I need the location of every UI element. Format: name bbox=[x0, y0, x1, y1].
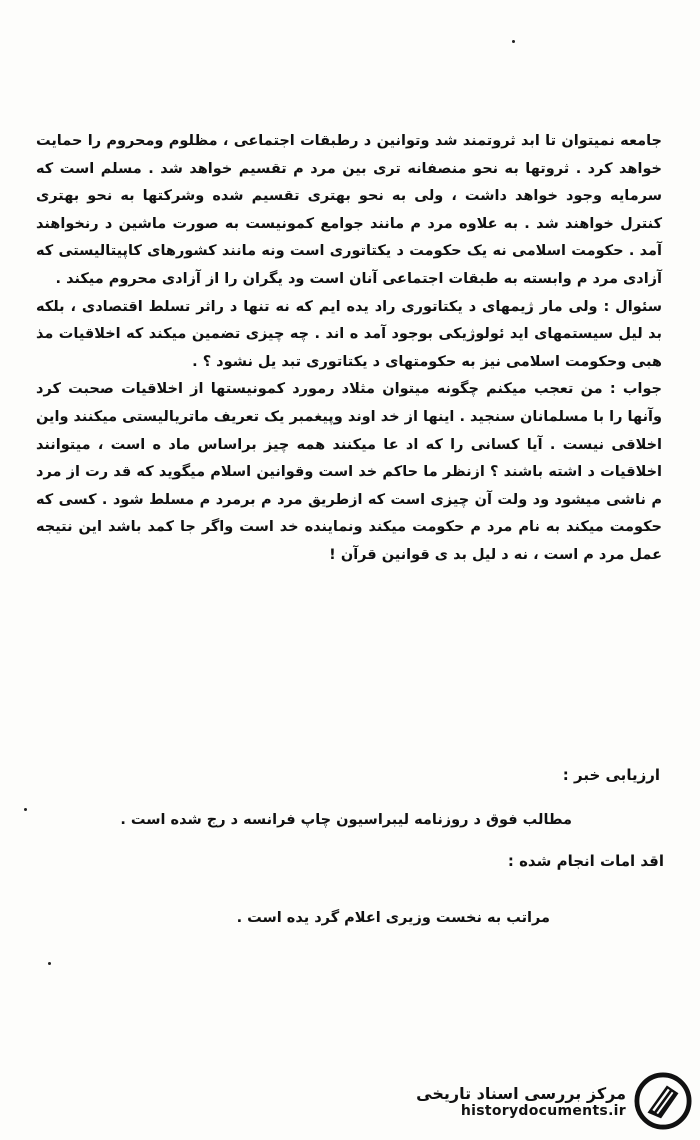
speck bbox=[512, 40, 515, 43]
evaluation-text: مطالب فوق د روزنامه لیبراسیون چاپ فرانسه د رج شده است . bbox=[120, 812, 572, 828]
watermark-text bbox=[416, 1084, 626, 1119]
body-text bbox=[36, 128, 662, 570]
actions-text: مراتب به نخست وزیری اعلام گرد یده است . bbox=[236, 910, 550, 926]
speck bbox=[24, 808, 27, 811]
actions-heading: اقد امات انجام شده : bbox=[507, 852, 664, 870]
paragraph-2-question: سئوال : ولی مار ژیمهای د یکتاتوری راد یده ایم که نه تنها د راثر تسلط اقتصادی ، بلکه بد لیل سیستمهای اید ئولوژیکی بوجود آمد ه اند . چه چیزی تضمین میکند که اخلاقیات مذ هبی وحکومت اسلامی نیز به حکومتهای د یکتاتوری تبد یل نشود ؟ . bbox=[36, 298, 662, 370]
document-archive-icon bbox=[634, 1072, 692, 1130]
watermark-logo bbox=[402, 1070, 692, 1132]
paragraph-3-answer: جواب : من تعجب میکنم چگونه میتوان مثلاد رمورد کمونیستها از اخلاقیات صحبت کرد وآنها را با مسلمانان سنجید . اینها از خد اوند وپیغمبر یک تعریف ماتریالیستی میکنند واین اخلاقی نیست . آیا کسانی را که اد عا میکنند همه چیز براساس ماد ه است ، میتوانند اخلاقیات د اشته باشند ؟ ازنظر ما حاکم خد است وقوانین اسلام میگوید که قد رت از مرد م ناشی میشود ود ولت آن چیزی است که ازطریق مرد م برمرد م مسلط شود . کسی که حکومت میکند به نام مرد م حکومت میکند ونماینده خد است واگر جا کمد باشد این نتیجه عمل مرد م است ، نه د لیل بد ی قوانین قرآن ! bbox=[36, 381, 662, 563]
speck bbox=[48, 962, 51, 965]
watermark-title: مرکز بررسی اسناد تاریخی bbox=[416, 1083, 626, 1103]
watermark-url: historydocuments.ir bbox=[460, 1102, 626, 1119]
paragraph-1: جامعه نمیتوان تا ابد ثروتمند شد وتوانین د رطبقات اجتماعی ، مظلوم ومحروم را حمایت خواهد کرد . ثروتها به نحو منصفانه تری بین مرد م تقسیم خواهد شد . مسلم است که سرمایه وجود خواهد داشت ، ولی به نحو بهتری تقسیم شده وشرکتها به نحو بهتری کنترل خواهند شد . به علاوه مرد م مانند جوامع کمونیست به صورت ماشین د رنخواهند آمد . حکومت اسلامی نه یک حکومت د یکتاتوری است ونه مانند کشورهای کاپیتالیستی که آزادی مرد م وابسته به طبقات اجتماعی آنان است ود یگران را از آزادی محروم میکند . bbox=[36, 133, 662, 287]
evaluation-heading: ارزیابی خبر : bbox=[562, 766, 660, 784]
